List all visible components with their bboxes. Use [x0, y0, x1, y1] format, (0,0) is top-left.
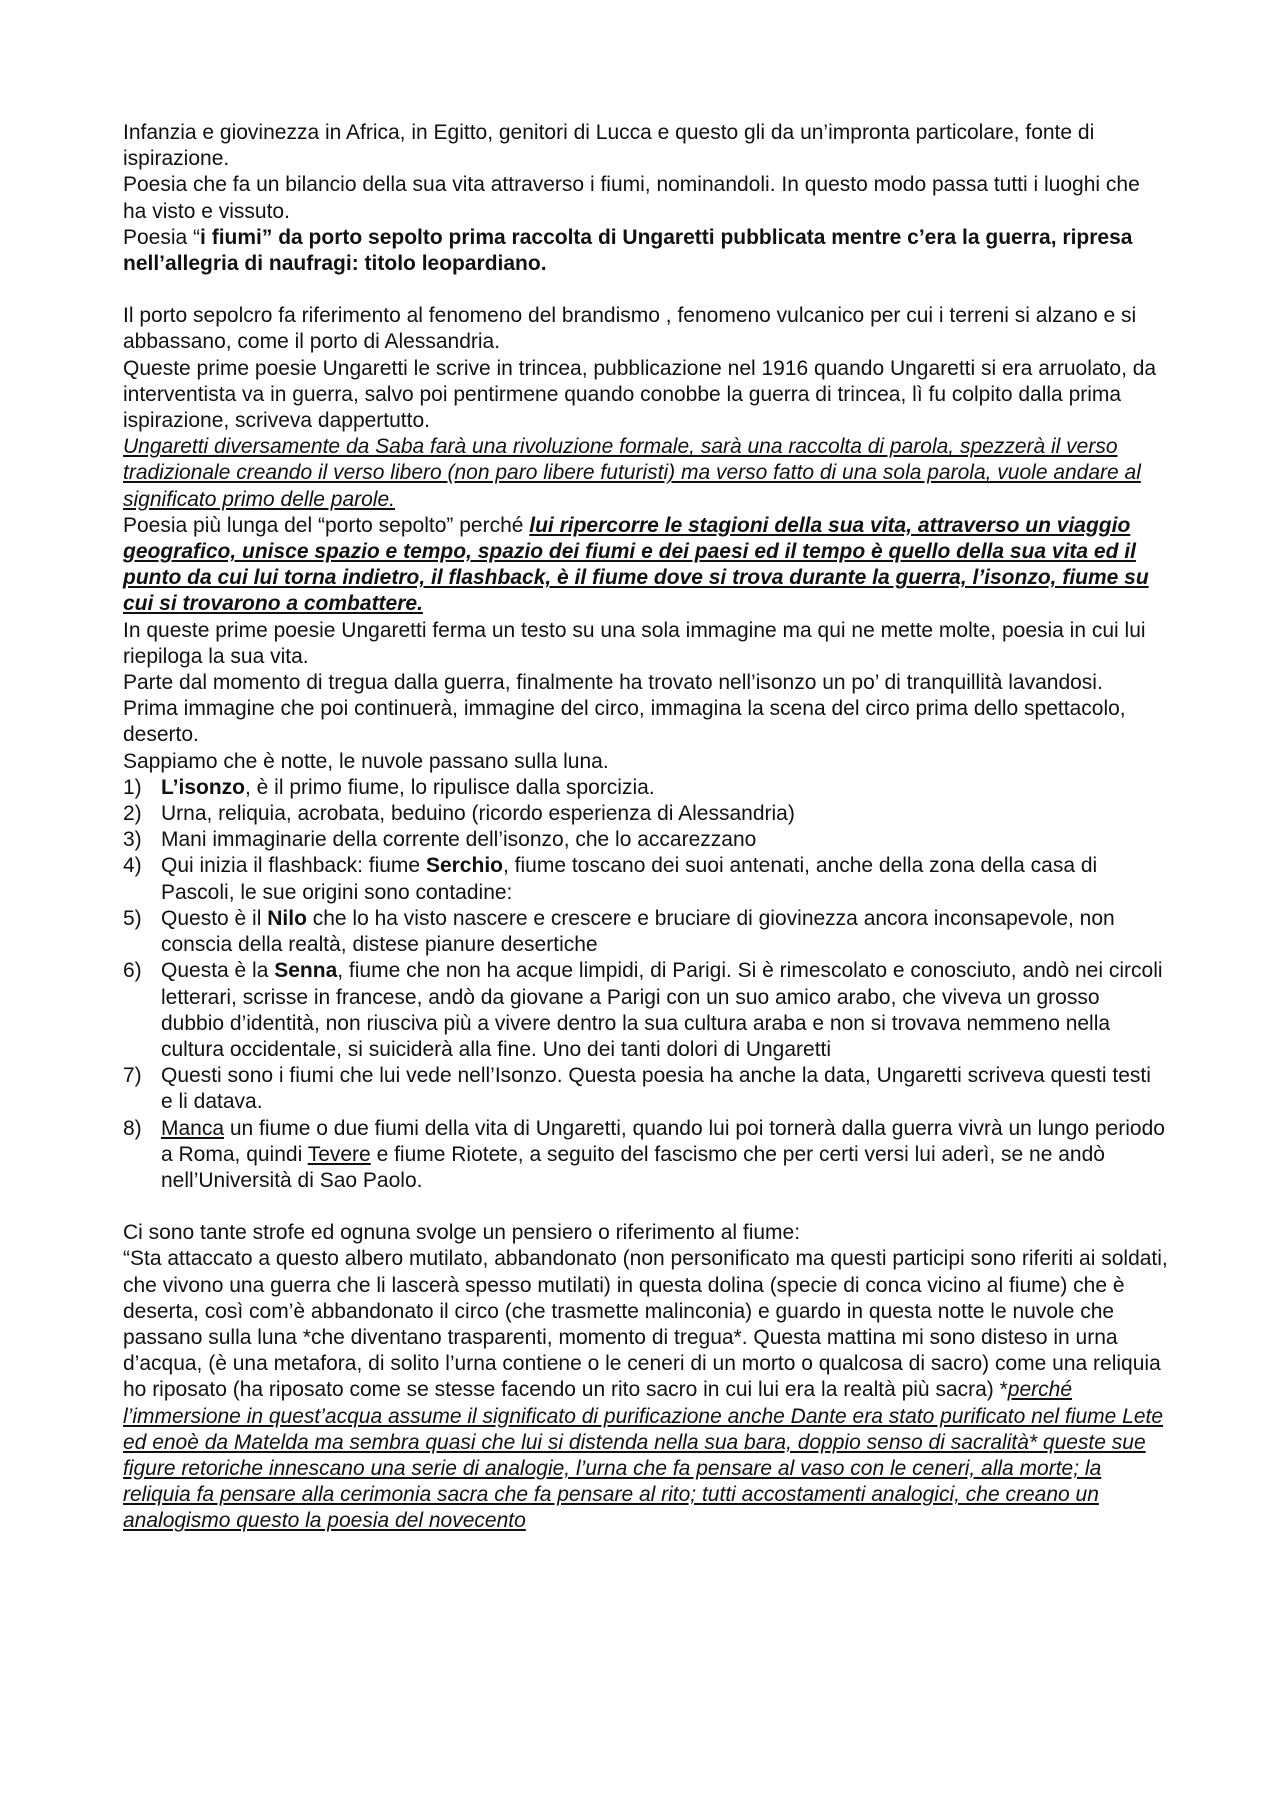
list-item-text: , è il primo fiume, lo ripulisce dalla sporcizia. [245, 775, 655, 799]
document-page [123, 120, 1168, 1535]
list-item-prefix: Questa è la [161, 959, 275, 983]
paragraph-gap [123, 1194, 1168, 1220]
list-number: 2) [123, 802, 142, 826]
list-item-text: , fiume che non ha acque limpidi, di Parigi. Si è rimescolato e conosciuto, andò nei circoli letterari, scrisse in francese, andò da giovane a Parigi con un suo amico arabo, che viveva un grosso dubbio d’identità, non riusciva più a vivere dentro la sua cultura araba e non si trovava nemmeno nella cultura occidentale, si suiciderà alla fine. Uno dei tanti dolori di Ungaretti [161, 959, 1163, 1061]
paragraph-childhood: Infanzia e giovinezza in Africa, in Egitto, genitori di Lucca e questo gli da un’impronta particolare, fonte di ispirazione. [123, 121, 1095, 171]
list-item-text: che lo ha visto nascere e crescere e bruciare di giovinezza ancora inconsapevole, non conscia della realtà, distese pianure desertiche [161, 906, 1115, 957]
paragraph-gap [123, 277, 1168, 303]
list-number: 7) [123, 1064, 142, 1088]
list-item [123, 801, 1168, 827]
list-item-text: Questi sono i fiumi che lui vede nell’Isonzo. Questa poesia ha anche la data, Ungaretti scriveva questi testi e li datava. [161, 1064, 1151, 1114]
list-number: 1) [123, 775, 142, 799]
list-item-text: Urna, reliquia, acrobata, beduino (ricordo esperienza di Alessandria) [161, 802, 795, 826]
river-name-serchio: Serchio [425, 854, 503, 878]
paragraph-porto-sepolcro: Il porto sepolcro fa riferimento al fenomeno del brandismo , fenomeno vulcanico per cui i terreni si alzano e si abbassano, come il porto di Alessandria. [123, 304, 1137, 354]
paragraph-trincea: Queste prime poesie Ungaretti le scrive in trincea, pubblicazione nel 1916 quando Ungaretti si era arruolato, da interventista va in guerra, salvo poi pentirmene quando conobbe la guerra di trincea, lì fu colpito dalla prima ispirazione, scriveva dappertutto. [123, 356, 1157, 433]
list-number: 6) [123, 959, 142, 983]
paragraph-poem-title [123, 225, 1168, 277]
analysis-text: “Sta attaccato a questo albero mutilato, abbandonato (non personificato ma questi participi sono riferiti ai soldati, che vivono una guerra che li lascerà spesso mutilati) in questa dolina (specie di conca vicino al fiume) che è deserta, così com’è abbandonato il circo (che trasmette malinconia) e guardo in questa notte le nuvole che passano sulla luna *che diventano trasparenti, momento di tregua*. Questa mattina mi sono disteso in urna d’acqua, (è una metafora, di solito l’urna contiene o le ceneri di un morto o qualcosa di sacro) come una reliquia ho riposato (ha riposato come se stesse facendo un rito sacro in cui lui era la realtà più sacra) * [123, 1247, 1168, 1402]
river-name-isonzo: L’isonzo [161, 775, 245, 799]
list-item [123, 775, 1168, 801]
underlined-tevere: Tevere [307, 1142, 371, 1166]
paragraph-formal-revolution: Ungaretti diversamente da Saba farà una rivoluzione formale, sarà una raccolta di parola, spezzerà il verso tradizionale creando il verso libero (non paro libere futuristi) ma verso fatto di una sola parola, vuole andare al significato primo delle parole. [123, 435, 1141, 511]
paragraph-single-image: In queste prime poesie Ungaretti ferma un testo su una sola immagine ma qui ne mette molte, poesia in cui lui riepiloga la sua vita. [123, 618, 1146, 668]
list-item-text: Mani immaginarie della corrente dell’isonzo, che lo accarezzano [161, 828, 757, 852]
paragraph-night: Sappiamo che è notte, le nuvole passano sulla luna. [123, 749, 609, 773]
list-item-prefix: Qui inizia il flashback: fiume [161, 854, 426, 878]
list-number: 8) [123, 1116, 142, 1140]
list-item [123, 906, 1168, 958]
paragraph-strophes: Ci sono tante strofe ed ognuna svolge un pensiero o riferimento al fiume: [123, 1221, 801, 1245]
underlined-manca: Manca [161, 1116, 225, 1140]
list-item [123, 958, 1168, 1063]
list-number: 4) [123, 854, 142, 878]
river-name-nilo: Nilo [267, 906, 307, 930]
river-name-senna: Senna [274, 959, 338, 983]
longest-poem-emphasis: lui ripercorre le stagioni della sua vita, attraverso un viaggio geografico, unisce spazio e tempo, spazio dei fiumi e dei paesi ed il tempo è quello della sua vita ed il punto da cui lui torna indietro, il flashback, è il fiume dove si trova durante la guerra, l’isonzo, fiume su cui si trovarono a combattere. [123, 513, 1149, 616]
list-number: 5) [123, 906, 142, 930]
list-item-text: , fiume toscano dei suoi antenati, anche della zona della casa di Pascoli, le sue origini sono contadine: [161, 854, 1098, 904]
rivers-list [123, 775, 1168, 1194]
paragraph-circus: Prima immagine che poi continuerà, immagine del circo, immagina la scena del circo prima dello spettacolo, deserto. [123, 697, 1126, 747]
poem-title-bold: i fiumi” da porto sepolto prima raccolta di Ungaretti pubblicata mentre c’era la guerra, ripresa nell’allegria di naufragi: titolo leopardiano. [123, 225, 1133, 276]
list-item [123, 853, 1168, 905]
list-number: 3) [123, 828, 142, 852]
list-item [123, 827, 1168, 853]
analysis-emphasis: perché l’immersione in quest’acqua assume il significato di purificazione anche Dante era stato purificato nel fiume Lete ed enoè da Matelda ma sembra quasi che lui si distenda nella sua bara, doppio senso di sacralità* queste sue figure retoriche innescano una serie di analogie, l’urna che fa pensare al vaso con le ceneri, alla morte; la reliquia fa pensare alla cerimonia sacra che fa pensare al rito; tutti accostamenti analogici, che creano un analogismo questo la poesia del novecento [123, 1378, 1164, 1533]
list-item-text: e fiume Riotete, a seguito del fascismo che per certi versi lui aderì, se ne andò nell’Università di Sao Paolo. [161, 1142, 1105, 1192]
paragraph-truce: Parte dal momento di tregua dalla guerra, finalmente ha trovato nell’isonzo un po’ di tranquillità lavandosi. [123, 671, 1103, 695]
paragraph-poem-balance: Poesia che fa un bilancio della sua vita attraverso i fiumi, nominandoli. In questo modo passa tutti i luoghi che ha visto e vissuto. [123, 173, 1140, 223]
list-item-text: un fiume o due fiumi della vita di Ungaretti, quando lui poi tornerà dalla guerra vivrà un lungo periodo a Roma, quindi [161, 1116, 1165, 1166]
list-item [123, 1116, 1168, 1195]
list-item-prefix: Questo è il [161, 906, 268, 930]
paragraph-longest-poem [123, 513, 1168, 618]
list-item [123, 1063, 1168, 1115]
longest-poem-prefix: Poesia più lunga del “porto sepolto” perché [123, 513, 530, 537]
poem-title-prefix: Poesia “ [123, 225, 201, 249]
paragraph-analysis [123, 1246, 1168, 1534]
